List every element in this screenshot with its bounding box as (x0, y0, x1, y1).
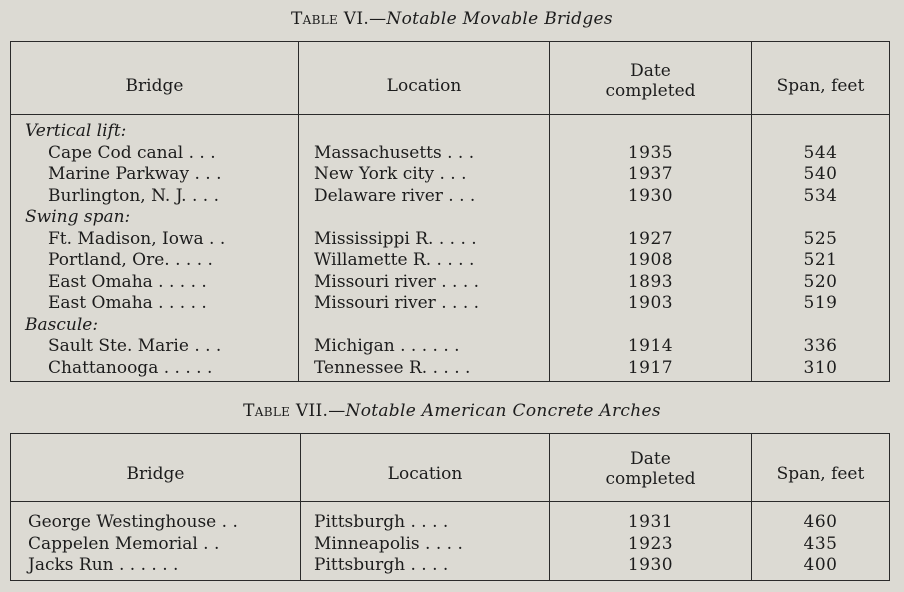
table-6-title: Notable Movable Bridges (386, 9, 613, 29)
bridge-cell: Cappelen Memorial . . (28, 533, 220, 554)
date-cell: 1931 (627, 512, 674, 532)
date-cell: 1893 (627, 271, 674, 292)
header-location: Location (387, 464, 463, 484)
span-cell: 310 (803, 357, 838, 378)
table-row (11, 272, 889, 293)
table-7 (10, 433, 890, 581)
table-row (11, 512, 889, 533)
table-row (11, 250, 889, 271)
date-cell: 1908 (627, 250, 674, 270)
header-span: Span, feet (776, 464, 865, 484)
bridge-cell: Jacks Run . . . . . . (28, 555, 179, 575)
table-6-caption (0, 9, 904, 29)
bridge-cell: East Omaha . . . . . (48, 271, 207, 292)
bridge-cell: Burlington, N. J. . . . (48, 185, 220, 206)
date-cell: 1917 (627, 357, 674, 378)
location-cell: New York city . . . (314, 164, 467, 184)
table-row (11, 336, 889, 357)
table-row (11, 358, 889, 379)
header-date: Date completed (605, 449, 696, 489)
span-cell: 540 (803, 164, 838, 184)
span-cell: 534 (803, 185, 838, 206)
category-label: Vertical lift: (25, 121, 127, 141)
category-label: Swing span: (25, 207, 131, 227)
location-cell: Tennessee R. . . . . (314, 357, 471, 378)
bridge-cell: George Westinghouse . . (28, 512, 238, 532)
span-cell: 336 (803, 336, 838, 356)
table-7-label: Table VII.— (243, 401, 346, 421)
bridge-cell: Marine Parkway . . . (48, 164, 222, 184)
date-cell: 1903 (627, 293, 674, 313)
header-bridge: Bridge (126, 464, 185, 484)
header-date: Date completed (605, 61, 696, 101)
table-row (11, 186, 889, 207)
header-bridge: Bridge (125, 76, 184, 96)
span-cell: 519 (803, 293, 838, 313)
table-row (11, 293, 889, 314)
table-7-title: Notable American Concrete Arches (345, 401, 661, 421)
bridge-cell: Ft. Madison, Iowa . . (48, 228, 226, 249)
table-row (11, 534, 889, 555)
table-7-caption (0, 401, 904, 421)
location-cell: Michigan . . . . . . (314, 336, 460, 356)
date-cell: 1927 (627, 228, 674, 249)
span-cell: 435 (803, 533, 838, 554)
location-cell: Missouri river . . . . (314, 293, 480, 313)
location-cell: Willamette R. . . . . (314, 250, 475, 270)
location-cell: Pittsburgh . . . . (314, 555, 449, 575)
table-6 (10, 41, 890, 382)
location-cell: Minneapolis . . . . (314, 533, 463, 554)
header-span: Span, feet (776, 76, 865, 96)
category-row (11, 315, 889, 336)
span-cell: 544 (803, 142, 838, 163)
span-cell: 400 (803, 555, 838, 575)
date-cell: 1923 (627, 533, 674, 554)
date-cell: 1935 (627, 142, 674, 163)
header-location: Location (386, 76, 462, 96)
location-cell: Pittsburgh . . . . (314, 512, 449, 532)
span-cell: 460 (803, 512, 838, 532)
bridge-cell: Sault Ste. Marie . . . (48, 336, 222, 356)
location-cell: Delaware river . . . (314, 185, 476, 206)
span-cell: 525 (803, 228, 838, 249)
table-row (11, 555, 889, 576)
category-label: Bascule: (25, 314, 99, 335)
category-row (11, 121, 889, 142)
table-row (11, 164, 889, 185)
table-6-label: Table VI.— (291, 9, 387, 29)
table-row (11, 143, 889, 164)
category-row (11, 207, 889, 228)
date-cell: 1914 (627, 336, 674, 356)
location-cell: Missouri river . . . . (314, 271, 480, 292)
bridge-cell: Chattanooga . . . . . (48, 357, 213, 378)
span-cell: 521 (803, 250, 838, 270)
bridge-cell: Portland, Ore. . . . . (48, 250, 213, 270)
date-cell: 1930 (627, 555, 674, 575)
location-cell: Massachusetts . . . (314, 142, 475, 163)
bridge-cell: East Omaha . . . . . (48, 293, 207, 313)
bridge-cell: Cape Cod canal . . . (48, 142, 216, 163)
date-cell: 1937 (627, 164, 674, 184)
table-row (11, 229, 889, 250)
span-cell: 520 (803, 271, 838, 292)
date-cell: 1930 (627, 185, 674, 206)
location-cell: Mississippi R. . . . . (314, 228, 477, 249)
